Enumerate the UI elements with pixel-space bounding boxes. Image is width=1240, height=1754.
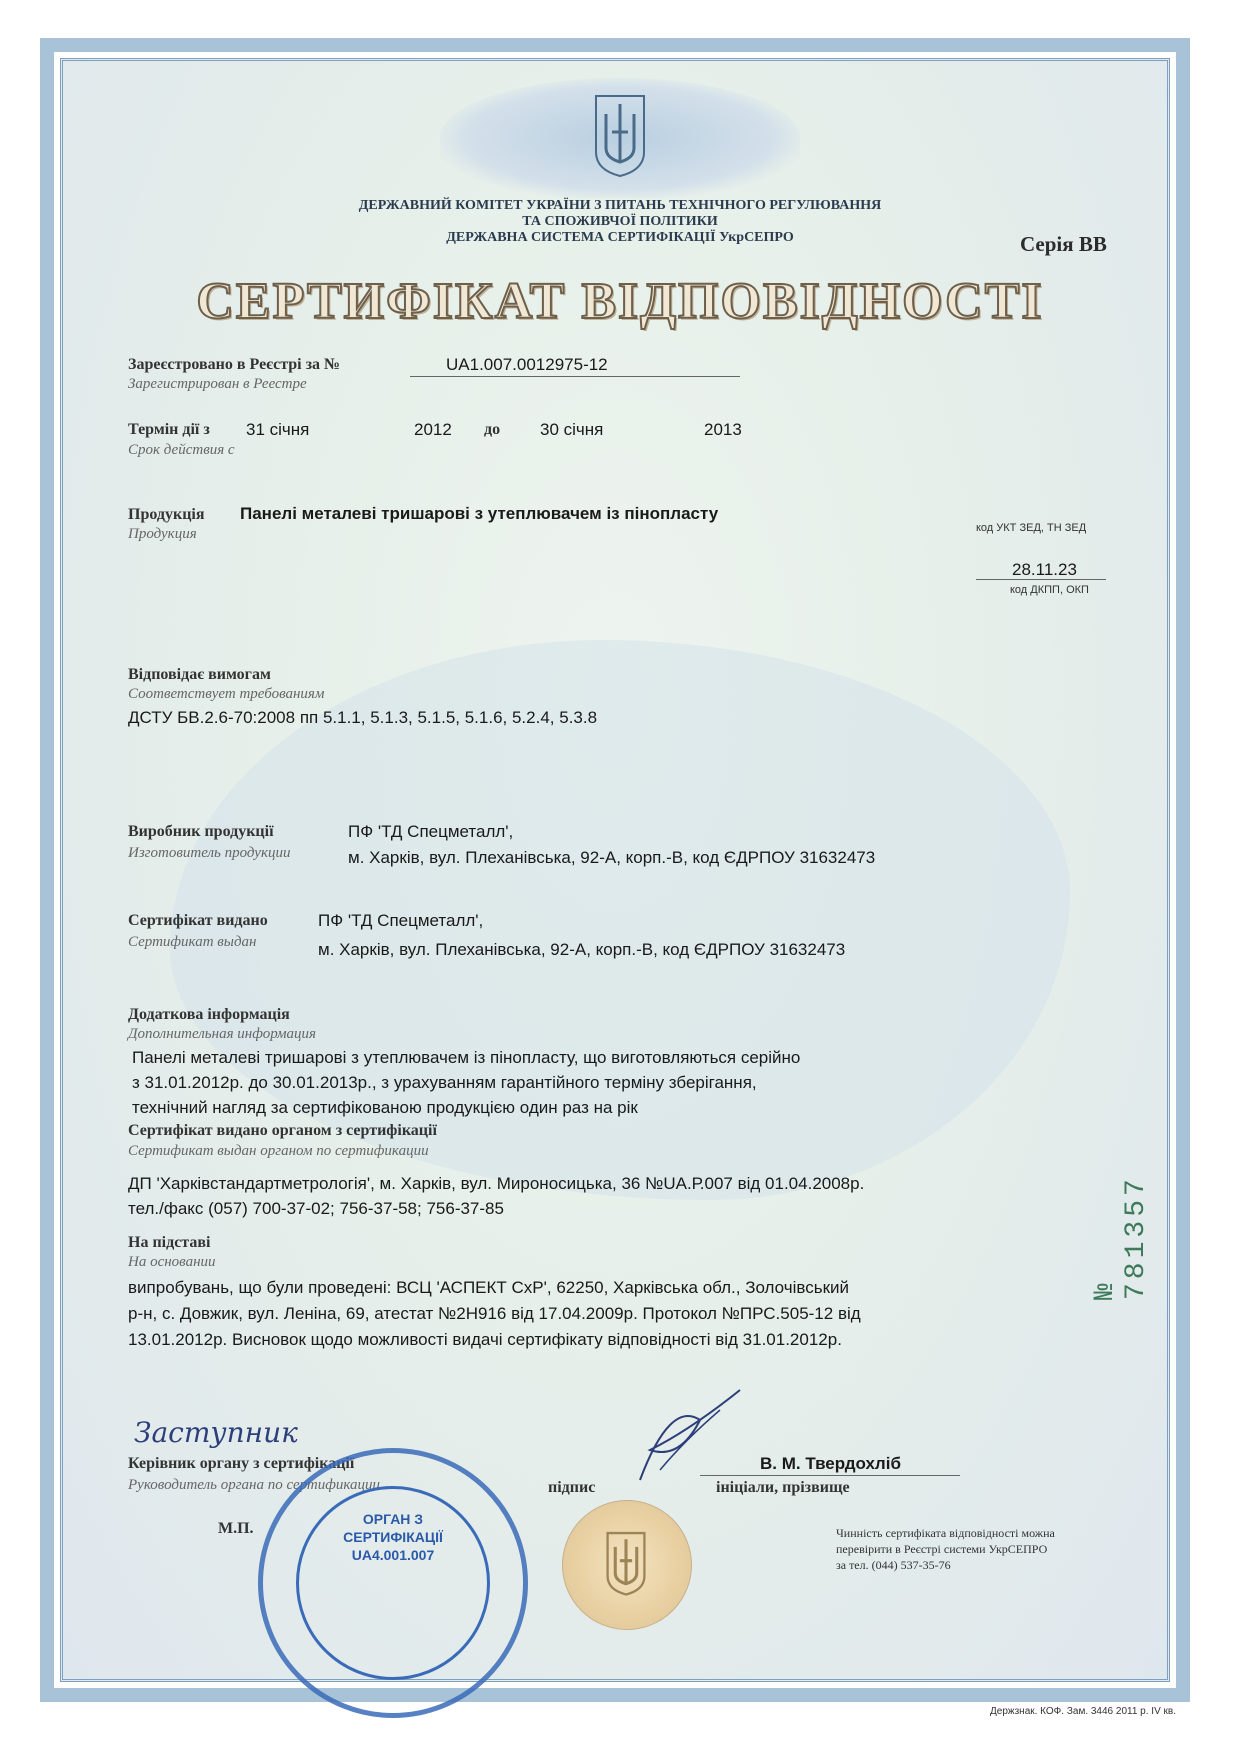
head-of-body-label-ru: Руководитель органа по сертификации <box>128 1477 381 1493</box>
validity-label-ru: Срок действия с <box>128 442 235 458</box>
code-dkpp-label: код ДКПП, ОКП <box>1010 584 1089 596</box>
code-uktzed-label: код УКТ ЗЕД, ТН ЗЕД <box>976 522 1087 534</box>
initials-caption: ініціали, прізвище <box>716 1479 850 1496</box>
issued-to-name: ПФ 'ТД Спецметалл', <box>318 911 484 930</box>
issuing-body-line-1: ДП 'Харківстандартметрологія', м. Харків, вул. Мироносицька, 36 №UA.Р.007 від 01.04.2008р. <box>128 1174 865 1193</box>
basis-label-ru: На основании <box>128 1254 216 1270</box>
print-footer: Держзнак. КОФ. Зам. 3446 2011 р. IV кв. <box>990 1706 1176 1717</box>
issued-to-address: м. Харків, вул. Плеханівська, 92-А, корп.-В, код ЄДРПОУ 31632473 <box>318 940 846 959</box>
stamp-line-3: UA4.001.007 <box>351 1547 435 1563</box>
validity-to-day: 30 січня <box>540 420 604 439</box>
validity-from-year: 2012 <box>414 420 452 439</box>
certificate-title: СЕРТИФІКАТ ВІДПОВІДНОСТІ <box>196 273 1044 330</box>
trident-emblem-icon <box>592 92 648 178</box>
issuing-body-line-2: тел./факс (057) 700-37-02; 756-37-58; 756-37-85 <box>128 1199 504 1218</box>
additional-info-label-ru: Дополнительная информация <box>128 1026 316 1042</box>
verify-note-line-2: перевірити в Реєстрі системи УкрСЕПРО <box>836 1542 1048 1556</box>
issuing-body-label: Сертифікат видано органом з сертифікації <box>128 1122 437 1139</box>
validity-to-label: до <box>484 421 501 438</box>
basis-line-3: 13.01.2012р. Висновок щодо можливості видачі сертифікату відповідності від 31.01.2012р. <box>128 1330 842 1349</box>
basis-line-2: р-н, с. Довжик, вул. Леніна, 69, атестат №2Н916 від 17.04.2009р. Протокол №ПРС.505-12 від <box>128 1304 861 1323</box>
basis-label: На підставі <box>128 1234 211 1251</box>
manufacturer-label: Виробник продукції <box>128 823 274 840</box>
stamp-line-1: ОРГАН З <box>362 1511 424 1527</box>
head-of-body-label: Керівник органу з сертифікації <box>128 1455 355 1472</box>
manufacturer-address: м. Харків, вул. Плеханівська, 92-А, корп.-В, код ЄДРПОУ 31632473 <box>348 848 876 867</box>
manufacturer-name: ПФ 'ТД Спецметалл', <box>348 822 514 841</box>
requirements-label-ru: Соответствует требованиям <box>128 686 325 702</box>
registry-label-ru: Зарегистрирован в Реестре <box>128 376 307 392</box>
manufacturer-label-ru: Изготовитель продукции <box>128 845 291 861</box>
stamp-place-label: М.П. <box>218 1520 254 1537</box>
additional-info-line-3: технічний нагляд за сертифікованою продукцією один раз на рік <box>132 1098 638 1117</box>
registry-label: Зареєстровано в Реєстрі за № <box>128 356 341 373</box>
handwritten-deputy: Заступник <box>134 1416 298 1449</box>
additional-info-line-2: з 31.01.2012р. до 30.01.2013р., з урахуванням гарантійного терміну зберігання, <box>132 1073 757 1092</box>
product-label: Продукція <box>128 506 205 523</box>
stamp-line-2: СЕРТИФІКАЦІЇ <box>343 1529 443 1545</box>
requirements-label: Відповідає вимогам <box>128 666 271 683</box>
verify-note-line-1: Чинність сертифіката відповідності можна <box>836 1526 1055 1540</box>
registry-underline <box>410 376 740 377</box>
product-code: 28.11.23 <box>1012 560 1077 579</box>
product-label-ru: Продукция <box>128 526 197 542</box>
header-line-3: ДЕРЖАВНА СИСТЕМА СЕРТИФІКАЦІЇ УкрСЕПРО <box>446 230 794 245</box>
stamp-center <box>338 1510 448 1564</box>
issued-to-label-ru: Сертификат выдан <box>128 934 257 950</box>
hologram-trident-icon <box>604 1530 648 1596</box>
issuing-body-label-ru: Сертификат выдан органом по сертификации <box>128 1143 429 1159</box>
validity-label: Термін дії з <box>128 421 210 438</box>
signature-caption: підпис <box>548 1479 596 1496</box>
basis-line-1: випробувань, що були проведені: ВСЦ 'АСПЕКТ СхР', 62250, Харківська обл., Золочівський <box>128 1278 850 1297</box>
serial-number: № 781357 <box>1090 1175 1152 1300</box>
name-underline <box>700 1475 960 1476</box>
series-label: Серія ВВ <box>1020 232 1107 256</box>
issued-to-label: Сертифікат видано <box>128 912 268 929</box>
additional-info-label: Додаткова інформація <box>128 1006 290 1023</box>
validity-to-year: 2013 <box>704 420 742 439</box>
product-code-underline <box>976 579 1106 580</box>
signatory-name: В. М. Твердохліб <box>760 1454 901 1473</box>
requirements-standard: ДСТУ БВ.2.6-70:2008 пп 5.1.1, 5.1.3, 5.1.5, 5.1.6, 5.2.4, 5.3.8 <box>128 708 598 727</box>
additional-info-line-1: Панелі металеві тришарові з утеплювачем із пінопласту, що виготовляються серійно <box>132 1048 801 1067</box>
signature-icon <box>630 1380 750 1490</box>
header-line-1: ДЕРЖАВНИЙ КОМІТЕТ УКРАЇНИ З ПИТАНЬ ТЕХНІЧНОГО РЕГУЛЮВАННЯ <box>358 198 882 213</box>
product-name: Панелі металеві тришарові з утеплювачем із пінопласту <box>240 504 719 523</box>
verify-note-line-3: за тел. (044) 537-35-76 <box>836 1558 951 1572</box>
header-line-2: ТА СПОЖИВЧОЇ ПОЛІТИКИ <box>522 214 718 229</box>
validity-from-day: 31 січня <box>246 420 310 439</box>
registry-number: UA1.007.0012975-12 <box>446 355 608 374</box>
